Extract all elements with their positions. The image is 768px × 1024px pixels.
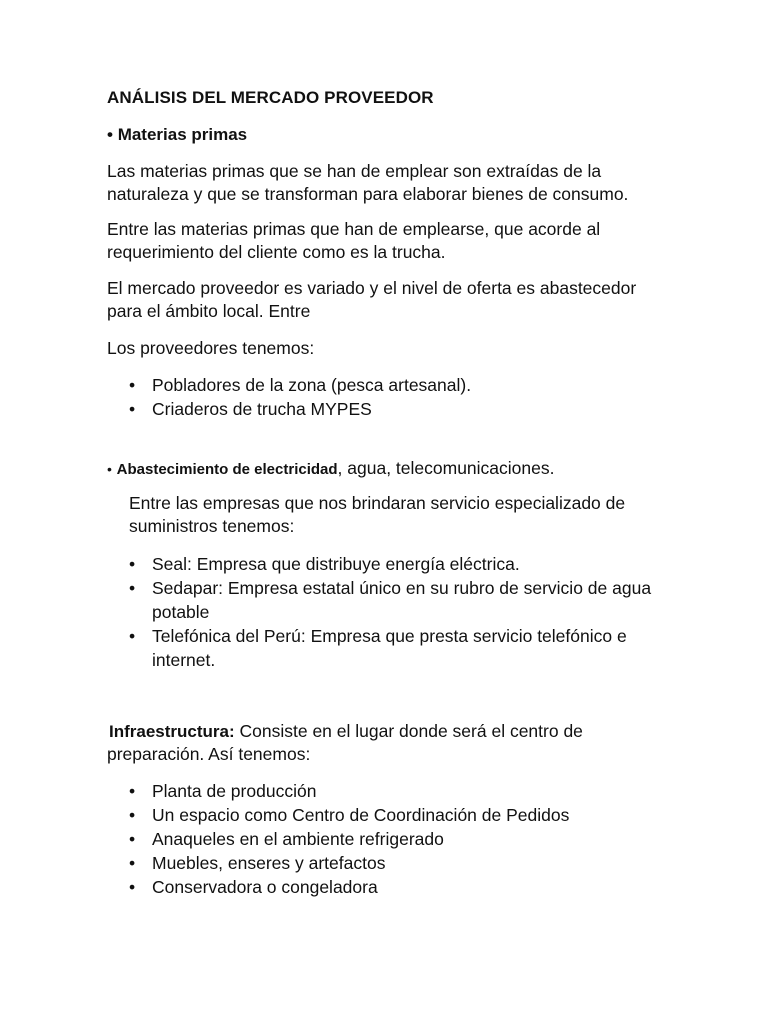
section-heading-infraestructura	[109, 720, 583, 743]
bullet-glyph: •	[129, 781, 136, 801]
bullet-glyph: •	[129, 554, 136, 574]
paragraph-infraestructura: preparación. Así tenemos:	[107, 744, 311, 764]
bullet-glyph: •	[129, 399, 136, 419]
section-heading-infraestructura-bold: Infraestructura:	[109, 722, 235, 741]
list-item: • Pobladores de la zona (pesca artesanal).	[129, 375, 472, 395]
bullet-glyph: •	[129, 626, 136, 646]
list-item: • Conservadora o congeladora	[129, 877, 378, 897]
bullet-glyph: •	[129, 375, 136, 395]
list-item: • Criaderos de trucha MYPES	[129, 399, 372, 419]
list-item: • Telefónica del Perú: Empresa que presta servicio telefónico e internet.	[129, 626, 627, 670]
bullet-glyph: •	[129, 877, 136, 897]
list-servicios	[107, 552, 651, 672]
section-heading-infraestructura-rest: Consiste en el lugar donde será el centro de	[234, 721, 583, 741]
bullet-glyph: •	[107, 125, 113, 144]
list-item: • Un espacio como Centro de Coordinación de Pedidos	[129, 805, 570, 825]
list-item: • Seal: Empresa que distribuye energía eléctrica.	[129, 554, 520, 574]
bullet-glyph: •	[129, 853, 136, 873]
bullet-glyph: •	[107, 461, 112, 477]
section-heading-materias-text: Materias primas	[117, 125, 248, 144]
section-heading-servicios	[107, 458, 555, 479]
paragraph-materias-3: El mercado proveedor es variado y el nivel de oferta es abastecedor para el ámbito local. Entre	[107, 278, 637, 321]
list-item: • Muebles, enseres y artefactos	[129, 853, 386, 873]
list-proveedores	[107, 373, 471, 421]
section-heading-materias	[107, 125, 247, 145]
list-item: • Planta de producción	[129, 781, 317, 801]
section-heading-servicios-rest: , agua, telecomunicaciones.	[337, 458, 555, 478]
bullet-glyph: •	[129, 578, 136, 598]
paragraph-materias-2: Entre las materias primas que han de emplearse, que acorde al requerimiento del cliente como es la trucha.	[107, 219, 601, 262]
paragraph-materias-1: Las materias primas que se han de emplear son extraídas de la naturaleza y que se transforman para elaborar bienes de consumo.	[107, 161, 629, 204]
paragraph-materias-4: Los proveedores tenemos:	[107, 338, 315, 358]
paragraph-servicios: Entre las empresas que nos brindaran servicio especializado de suministros tenemos:	[129, 493, 626, 536]
section-heading-servicios-bold: Abastecimiento de electricidad	[116, 461, 338, 478]
document-title: ANÁLISIS DEL MERCADO PROVEEDOR	[107, 88, 434, 107]
bullet-glyph: •	[129, 829, 136, 849]
bullet-glyph: •	[129, 805, 136, 825]
list-infraestructura	[107, 779, 569, 899]
list-item: • Anaqueles en el ambiente refrigerado	[129, 829, 444, 849]
list-item: • Sedapar: Empresa estatal único en su rubro de servicio de agua potable	[129, 578, 652, 622]
